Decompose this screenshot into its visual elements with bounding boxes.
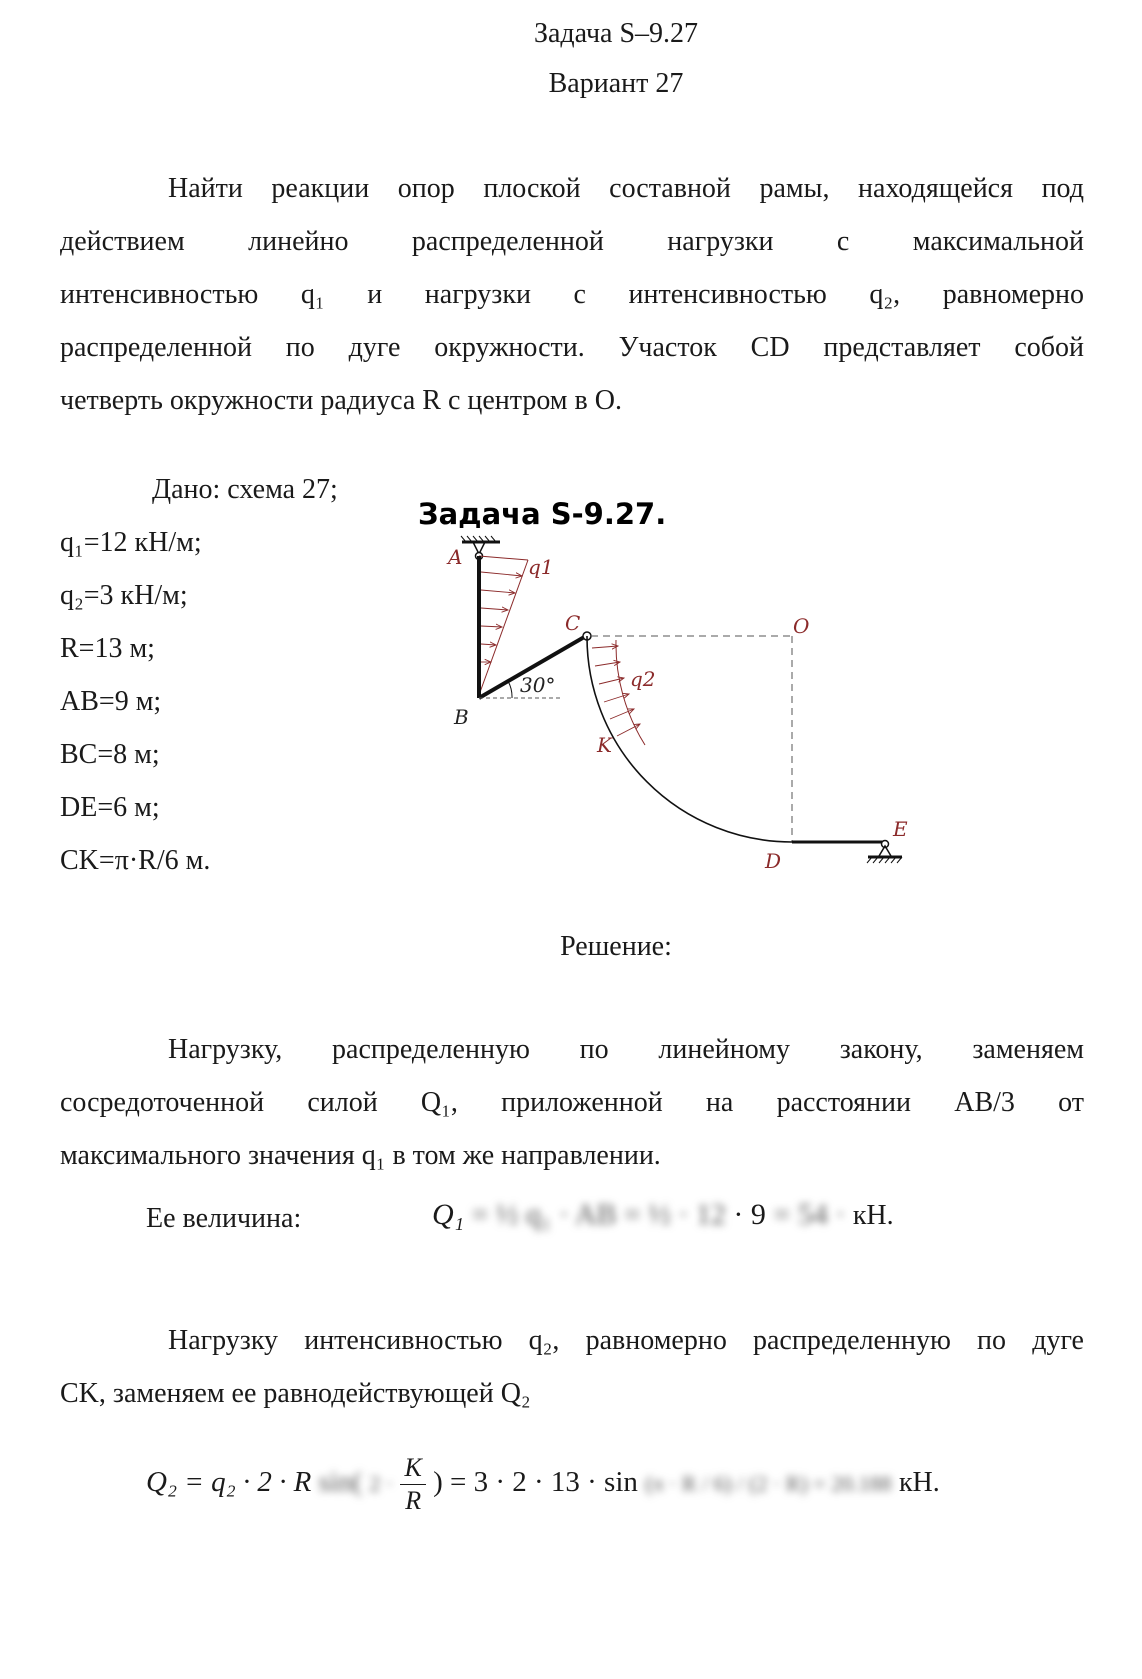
formula-q2-frac-den: R bbox=[405, 1486, 422, 1515]
label-k: K bbox=[597, 733, 612, 757]
label-b: B bbox=[454, 705, 469, 729]
problem-line-5: четверть окружности радиуса R с центром в O. bbox=[60, 385, 622, 416]
solution-paragraph-1 bbox=[60, 1023, 1084, 1182]
given-list bbox=[60, 463, 338, 887]
label-e: E bbox=[893, 817, 908, 841]
load-q2 bbox=[592, 640, 645, 745]
solution-p2-line-2: CK, заменяем ее равнодействующей Q₂ bbox=[60, 1378, 531, 1409]
formula-q1 bbox=[432, 1198, 894, 1232]
formula-q2-lhs: Q₂ = q₂ · 2 · R bbox=[146, 1466, 312, 1499]
given-r: R=13 м; bbox=[60, 633, 155, 664]
label-angle: 30° bbox=[520, 673, 556, 697]
formula-q2-blurred-1: sin( bbox=[318, 1466, 363, 1499]
solution-p1-line-3: максимального значения q₁ в том же направлении. bbox=[60, 1140, 661, 1171]
label-q1: q1 bbox=[528, 555, 554, 579]
solution-p1-line-1: Нагрузку, распределенную по линейному закону, заменяем bbox=[168, 1034, 1084, 1065]
support-e-icon bbox=[867, 841, 902, 864]
label-q2: q2 bbox=[630, 667, 656, 691]
formula-q1-blurred-2: = 54 · bbox=[773, 1198, 846, 1231]
formula-q1-unit: кН. bbox=[852, 1200, 894, 1231]
formula-q1-lhs: Q₁ bbox=[432, 1198, 465, 1231]
label-a: A bbox=[448, 545, 463, 569]
problem-line-2: действием линейно распределенной нагрузки с максимальной bbox=[60, 226, 1084, 257]
given-de: DE=6 м; bbox=[60, 792, 160, 823]
solution-p2-line-1: Нагрузку интенсивностью q₂, равномерно распределенную по дуге bbox=[168, 1325, 1084, 1356]
label-c: C bbox=[565, 611, 581, 635]
formula-q1-mid: · 9 bbox=[733, 1198, 766, 1231]
given-q1: q₁=12 кН/м; bbox=[60, 527, 202, 558]
given-bc: BC=8 м; bbox=[60, 739, 160, 770]
frame-diagram bbox=[400, 490, 960, 910]
formula-q2-blurred-2: (π · R / 6) / (2 · R) = 20.188 bbox=[645, 1471, 892, 1497]
problem-statement bbox=[60, 162, 1084, 427]
label-o: O bbox=[793, 614, 810, 638]
task-title: Задача S–9.27 bbox=[533, 18, 699, 49]
variant-label: Вариант 27 bbox=[548, 68, 684, 99]
arc-cd bbox=[587, 636, 792, 842]
solution-p1-line-2: сосредоточенной силой Q₁, приложенной на расстоянии AB/3 от bbox=[60, 1087, 1084, 1118]
problem-line-3: интенсивностью q₁ и нагрузки с интенсивностью q₂, равномерно bbox=[60, 279, 1084, 310]
solution-paragraph-2 bbox=[60, 1314, 1084, 1420]
given-ck: CK=π·R/6 м. bbox=[60, 845, 211, 876]
given-scheme: Дано: схема 27; bbox=[152, 474, 338, 505]
formula-q2-mid: ) = 3 · 2 · 13 · sin bbox=[433, 1466, 638, 1499]
magnitude-label: Ее величина: bbox=[146, 1203, 302, 1234]
solution-heading: Решение: bbox=[560, 931, 672, 962]
label-d: D bbox=[765, 849, 782, 873]
problem-line-1: Найти реакции опор плоской составной рамы, находящейся под bbox=[168, 173, 1084, 204]
formula-q2-unit: кН. bbox=[898, 1467, 940, 1499]
formula-q2-fraction bbox=[400, 1452, 425, 1517]
given-ab: AB=9 м; bbox=[60, 686, 162, 717]
formula-q1-blurred-1: = ½ q₁ · AB = ½ · 12 bbox=[471, 1198, 726, 1231]
formula-q2 bbox=[146, 1452, 940, 1517]
formula-q2-frac-pre: 2 · bbox=[369, 1471, 394, 1497]
figure-title: Задача S-9.27. bbox=[418, 497, 667, 531]
problem-line-4: распределенной по дуге окружности. Участок CD представляет собой bbox=[60, 332, 1084, 363]
given-q2: q₂=3 кН/м; bbox=[60, 580, 188, 611]
formula-q2-frac-num: K bbox=[400, 1452, 425, 1485]
